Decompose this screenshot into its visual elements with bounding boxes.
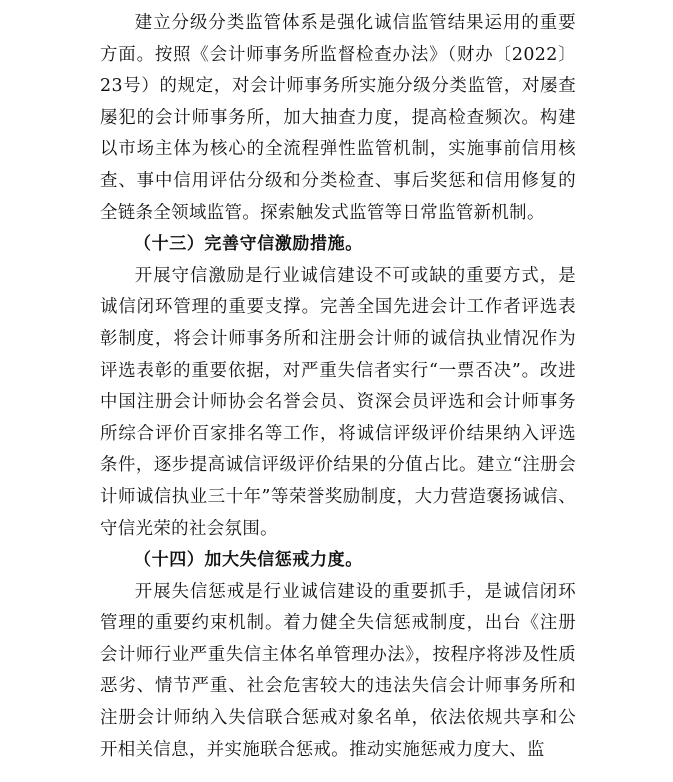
section-heading-14: （十四）加大失信惩戒力度。 xyxy=(134,550,363,571)
paragraph-trust-incentives: 开展守信激励是行业诚信建设不可或缺的重要方式，是诚信闭环管理的重要支撑。完善全国先进会计工作者评选表彰制度，将会计师事务所和注册会计师的诚信执业情况作为评选表彰的重要依据，对严重失信者实行“一票否决”。改进中国注册会计师协会名誉会员、资深会员评选和会计师事务所综合评价百家排名等工作，将诚信评级评价结果纳入评选条件，逐步提高诚信评级评价结果的分值占比。建立“注册会计师诚信执业三十年”等荣誉奖励制度，大力营造褒扬诚信、守信光荣的社会氛围。 xyxy=(100,265,576,539)
document-body xyxy=(100,8,576,766)
paragraph-tiered-supervision: 建立分级分类监管体系是强化诚信监管结果运用的重要方面。按照《会计师事务所监督检查办法》（财办〔2022〕23号）的规定，对会计师事务所实施分级分类监管，对屡查屡犯的会计师事务所，加大抽查力度，提高检查频次。构建以市场主体为核心的全流程弹性监管机制，实施事前信用核查、事中信用评估分级和分类检查、事后奖惩和信用修复的全链条全领域监管。探索触发式监管等日常监管新机制。 xyxy=(100,13,576,223)
paragraph-discredit-punishment: 开展失信惩戒是行业诚信建设的重要抓手，是诚信闭环管理的重要约束机制。着力健全失信惩戒制度，出台《注册会计师行业严重失信主体名单管理办法》，按程序将涉及性质恶劣、情节严重、社会危害较大的违法失信会计师事务所和注册会计师纳入失信联合惩戒对象名单，依法依规共享和公开相关信息，并实施联合惩戒。推动实施惩戒力度大、监 xyxy=(100,581,576,760)
section-heading-13: （十三）完善守信激励措施。 xyxy=(134,234,363,255)
